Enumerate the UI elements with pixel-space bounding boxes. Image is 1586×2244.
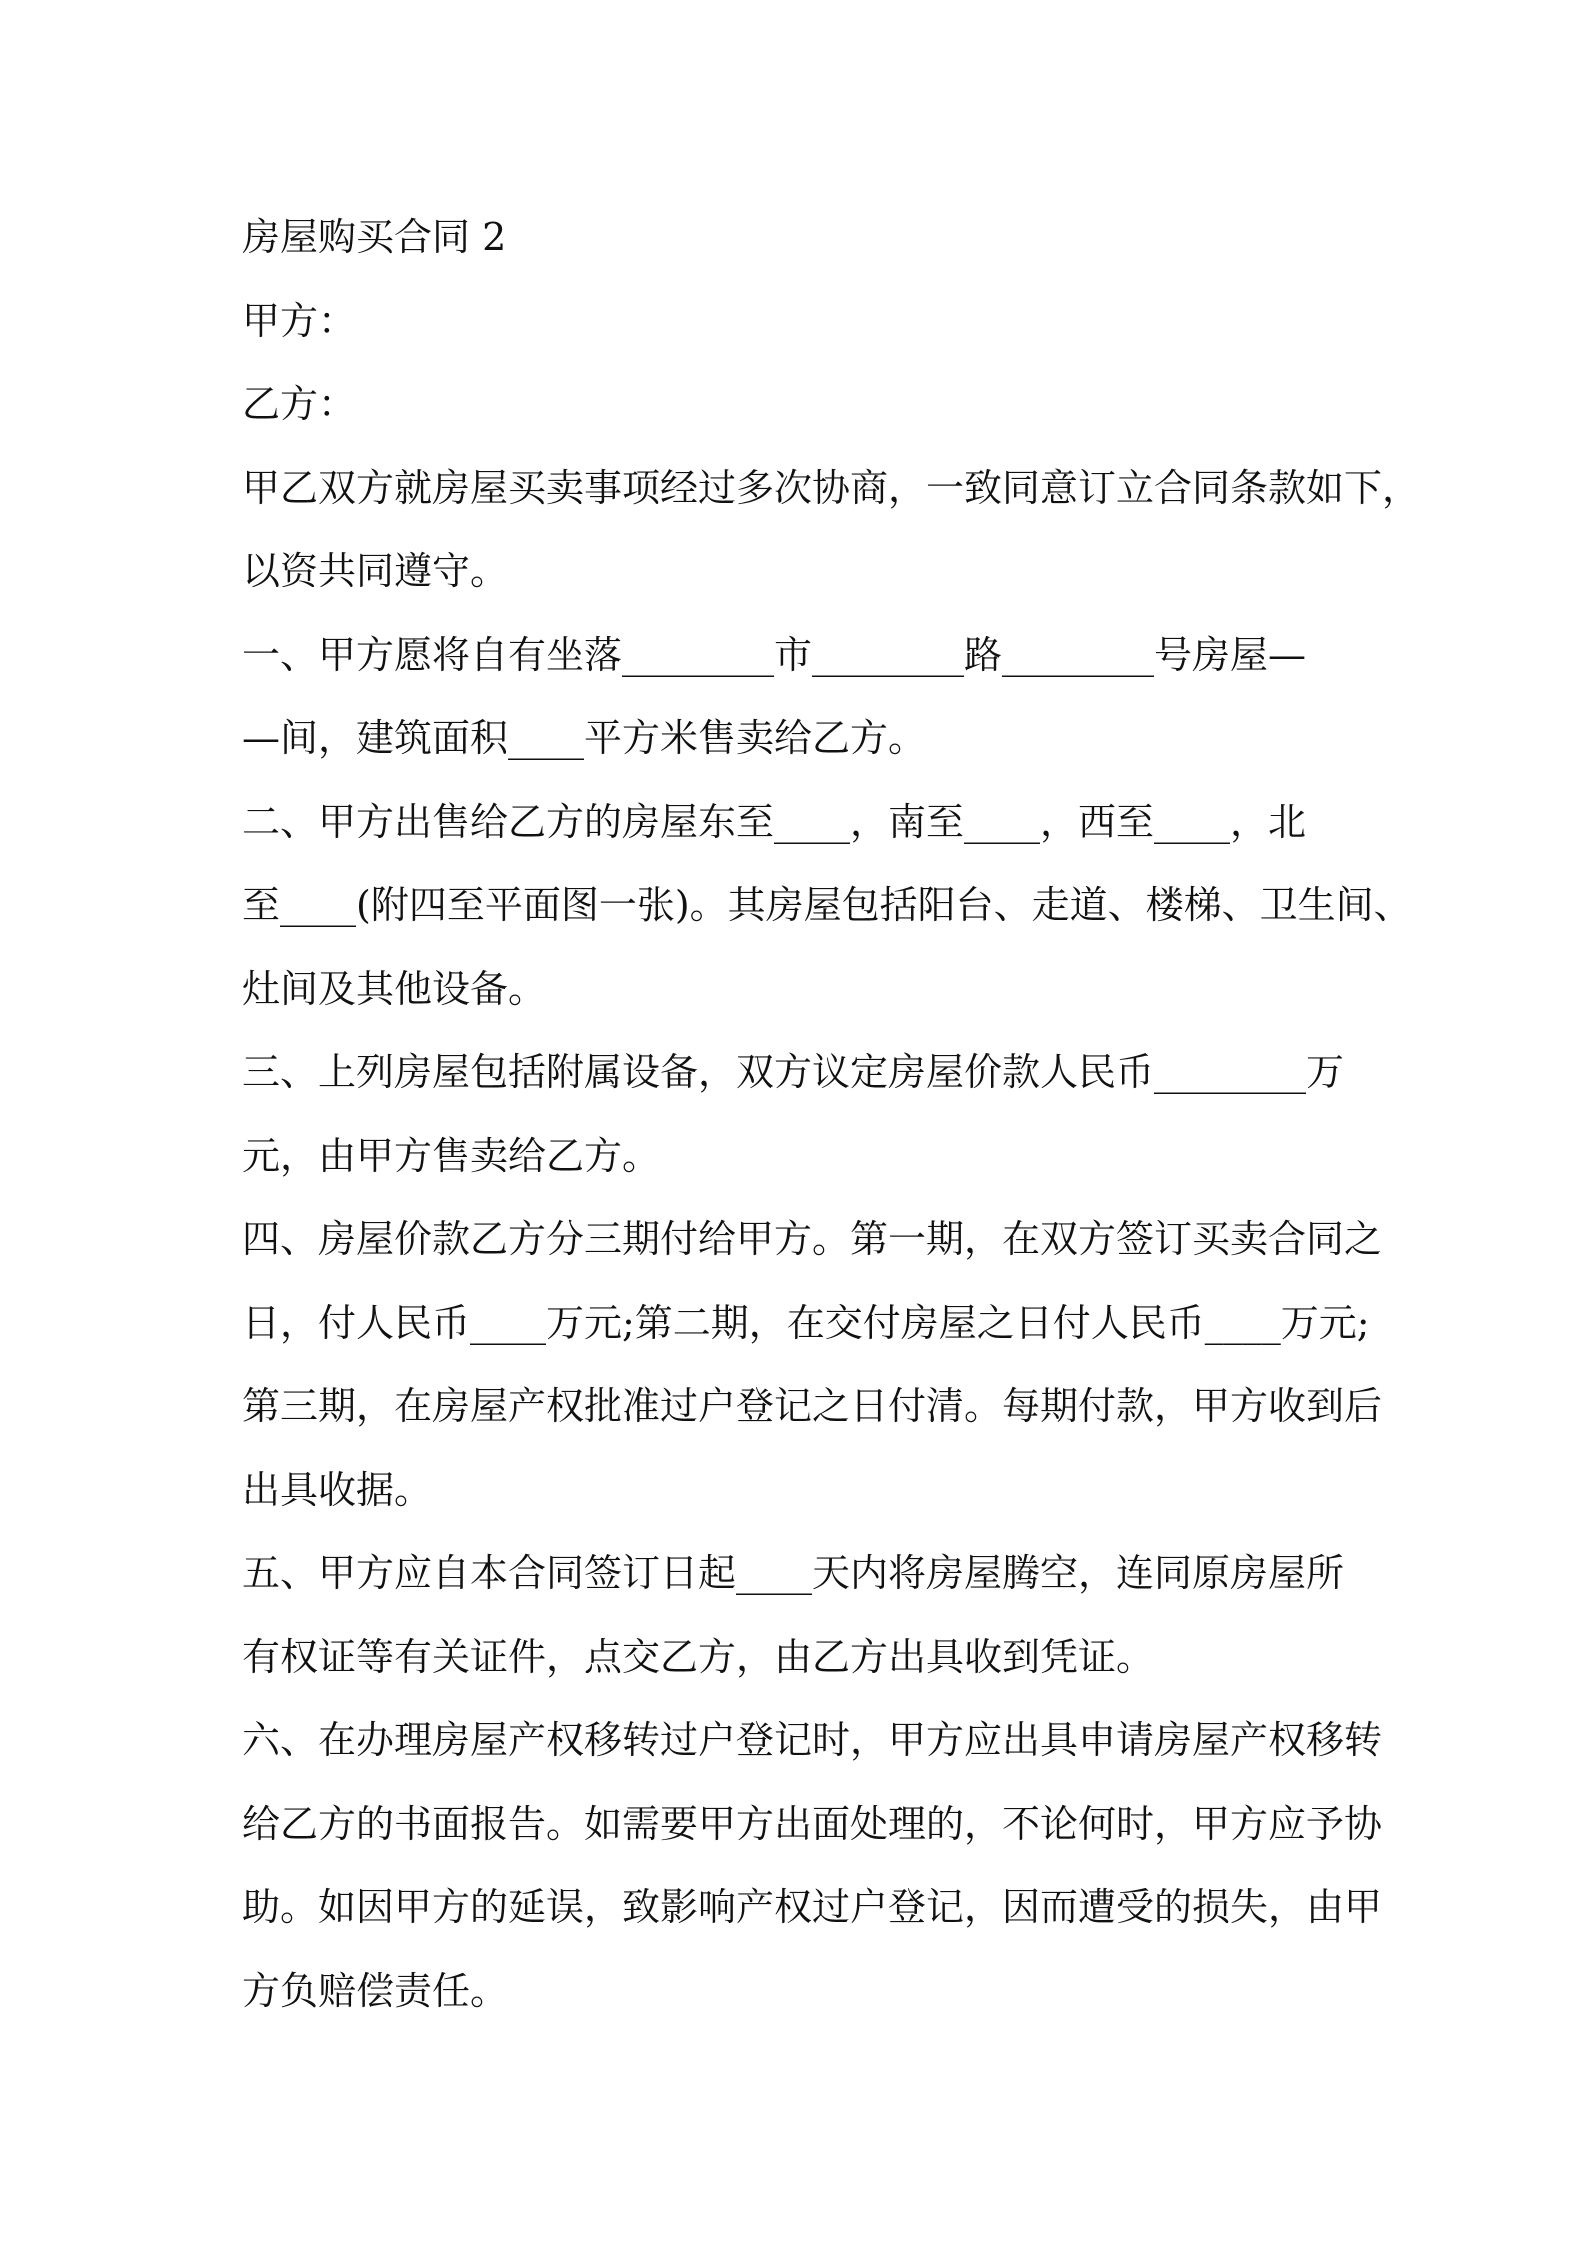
clause-4-line: 出具收据。: [242, 1467, 433, 1512]
clause-3-line: 三、上列房屋包括附属设备，双方议定房屋价款人民币________万: [242, 1050, 1345, 1094]
clause-2-line: 至____(附四至平面图一张)。其房屋包括阳台、走道、楼梯、卫生间、: [242, 883, 1412, 927]
clause-3-line: 元，由甲方售卖给乙方。: [242, 1133, 661, 1178]
preamble-line: 甲乙双方就房屋买卖事项经过多次协商，一致同意订立合同条款如下，: [242, 465, 1421, 510]
clause-6-line: 给乙方的书面报告。如需要甲方出面处理的，不论何时，甲方应予协: [242, 1801, 1383, 1846]
clause-1-line: 一、甲方愿将自有坐落________市________路________号房屋—: [242, 632, 1307, 677]
clause-5-line: 五、甲方应自本合同签订日起____天内将房屋腾空，连同原房屋所: [242, 1551, 1345, 1595]
clause-2-line: 灶间及其他设备。: [242, 966, 547, 1011]
clause-1-line: —间，建筑面积____平方米售卖给乙方。: [242, 716, 927, 760]
document-title: 房屋购买合同 2: [242, 215, 507, 259]
clause-2-line: 二、甲方出售给乙方的房屋东至____，南至____，西至____，北: [242, 799, 1307, 844]
clause-5-line: 有权证等有关证件，点交乙方，由乙方出具收到凭证。: [242, 1634, 1155, 1679]
preamble-line: 以资共同遵守。: [242, 549, 509, 593]
clause-4-line: 日，付人民币____万元;第二期，在交付房屋之日付人民币____万元;: [242, 1300, 1370, 1345]
clause-6-line: 助。如因甲方的延误，致影响产权过户登记，因而遭受的损失，由甲: [242, 1885, 1383, 1929]
clause-6-line: 六、在办理房屋产权移转过户登记时，甲方应出具申请房屋产权移转: [242, 1718, 1383, 1762]
party-a-line: 甲方：: [242, 298, 357, 343]
contract-body: [242, 196, 1421, 2033]
party-b-line: 乙方：: [242, 382, 357, 426]
clause-4-line: 第三期，在房屋产权批准过户登记之日付清。每期付款，甲方收到后: [242, 1384, 1383, 1428]
clause-4-line: 四、房屋价款乙方分三期付给甲方。第一期，在双方签订买卖合同之: [242, 1217, 1383, 1261]
clause-6-line: 方负赔偿责任。: [242, 1968, 509, 2013]
